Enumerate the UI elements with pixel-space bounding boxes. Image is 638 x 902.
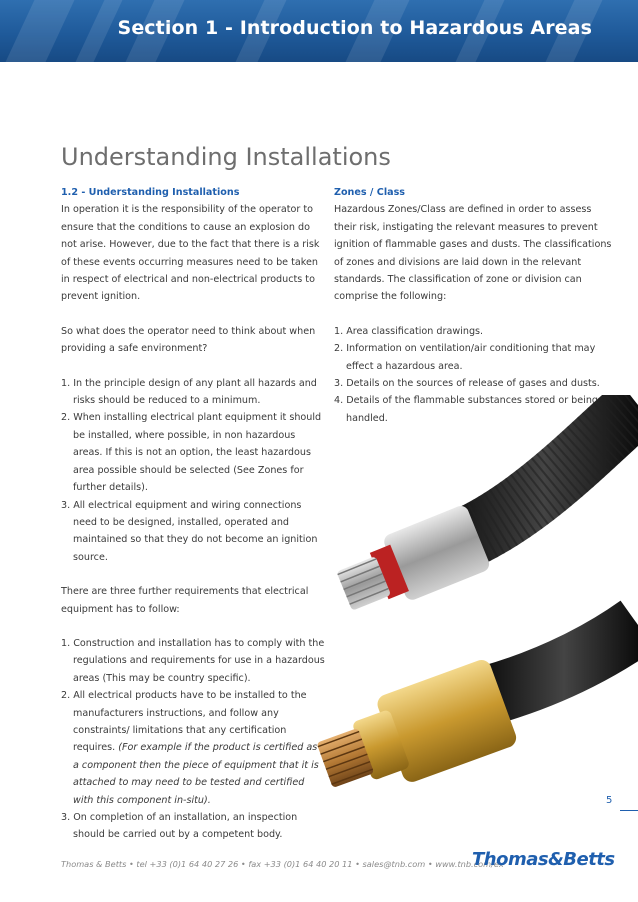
company-logo: Thomas&Betts — [472, 849, 615, 870]
list-item: 2. When installing electrical plant equipment it should be installed, where possible, in non hazardous areas. If this is not an option, the least hazardous area possible should be selected (See Zones for further details). — [61, 412, 322, 494]
conduit-fittings-photo — [300, 395, 638, 825]
list-item: 2. Information on ventilation/air conditioning that may effect a hazardous area. — [334, 343, 596, 372]
list-item: 4. Details of the flammable substances stored or being handled. — [334, 395, 599, 424]
section-title: Section 1 - Introduction to Hazardous Areas — [117, 17, 592, 39]
left-paragraph-1: In operation it is the responsibility of the operator to ensure that the conditions to cause an explosion do not arise. However, due to the fact that there is a risk of these events occurring measures need to be taken in respect of electrical and non-electrical products to prevent ignition. — [61, 204, 320, 303]
left-column — [61, 184, 326, 844]
right-subheading: Zones / Class — [334, 187, 406, 198]
right-column — [334, 184, 614, 427]
list-item: 3. All electrical equipment and wiring connections need to be designed, installed, operated and maintained so that they do not become an ignition source. — [61, 499, 318, 563]
page-number: 5 — [606, 795, 613, 806]
left-subheading: 1.2 - Understanding Installations — [61, 187, 240, 198]
list-item: 1. In the principle design of any plant all hazards and risks should be reduced to a minimum. — [61, 377, 317, 407]
list-item: 1. Construction and installation has to comply with the regulations and requirements for use in a hazardous areas (This may be country specific). — [61, 637, 325, 684]
list-item — [61, 687, 326, 809]
left-paragraph-2: So what does the operator need to think about when providing a safe environment? — [61, 325, 316, 355]
list-item: 1. Area classification drawings. — [334, 325, 484, 337]
page-heading: Understanding Installations — [61, 143, 391, 171]
list-item: 3. Details on the sources of release of gases and dusts. — [334, 378, 600, 390]
footer-contact: Thomas & Betts • tel +33 (0)1 64 40 27 26 • fax +33 (0)1 64 40 20 11 • sales@tnb.com • www.tnb.com/ex — [61, 859, 504, 869]
page-number-rule — [620, 810, 638, 811]
list-item-text: 2. All electrical products have to be installed to the manufacturers instructions, and follow any constraints/ limitations that any certification requires. — [61, 690, 307, 754]
left-paragraph-3: There are three further requirements that electrical equipment has to follow: — [61, 586, 309, 615]
list-item-italic-text: (For example if the product is certified as a component then the piece of equipment that it is attached to may need to be tested and certified with this component in-situ). — [73, 742, 319, 806]
list-item: 3. On completion of an installation, an inspection should be carried out by a competent body. — [61, 812, 298, 841]
header-banner — [0, 0, 638, 62]
right-paragraph-1: Hazardous Zones/Class are defined in order to assess their risk, instigating the relevant measures to prevent ignition of flammable gases and dusts. The classifications of zones and divisions are laid down in the relevant standards. The classification of zone or division can comprise the following: — [334, 204, 612, 303]
